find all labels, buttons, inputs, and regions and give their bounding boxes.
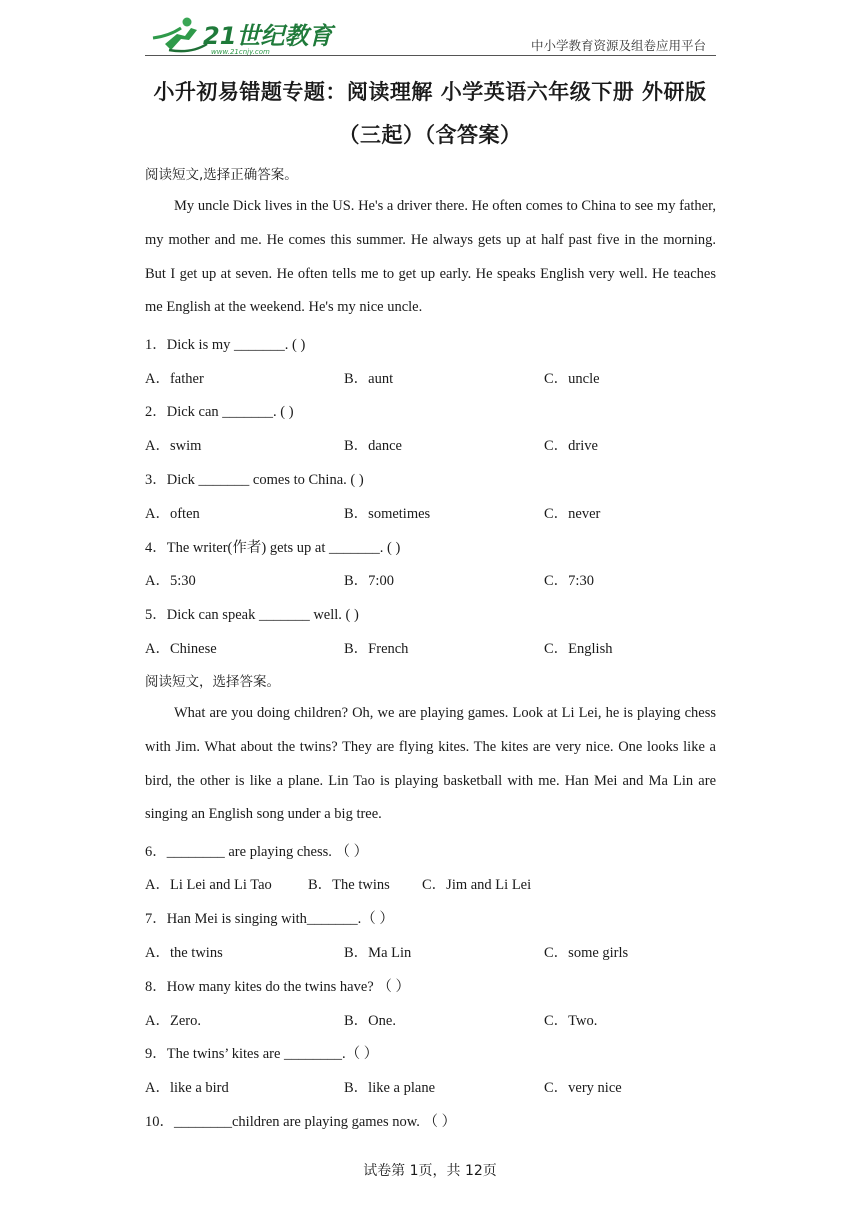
question-2: 2．Dick can _______. ( ): [145, 404, 294, 420]
q2-option-a: A．swim: [145, 438, 202, 454]
q9-option-b: B．like a plane: [344, 1080, 436, 1096]
q4-option-b: B．7:00: [344, 573, 394, 589]
q3-option-a: A．often: [145, 506, 200, 522]
q9-option-c: C．very nice: [544, 1080, 622, 1096]
question-9: 9．The twins’ kites are ________.（ ）: [145, 1046, 379, 1062]
q8-option-c: C．Two.: [544, 1013, 598, 1029]
q7-option-b: B．Ma Lin: [344, 945, 412, 961]
q8-option-b: B．One.: [344, 1013, 396, 1029]
page-header: [145, 14, 716, 56]
q5-option-c: C．English: [544, 641, 613, 657]
section1-instruction: 阅读短文,选择正确答案。: [145, 167, 298, 183]
q5-option-b: B．French: [344, 641, 409, 657]
logo-url: www.21cnjy.com: [211, 48, 270, 56]
page-title-line2: （三起）（含答案）: [338, 123, 522, 147]
header-divider: [145, 55, 716, 56]
question-4: 4．The writer(作者) gets up at _______. ( ): [145, 540, 401, 556]
q3-option-b: B．sometimes: [344, 506, 431, 522]
q6-option-b: B．The twins: [308, 877, 390, 893]
q8-option-a: A．Zero.: [145, 1013, 201, 1029]
question-10: 10．________children are playing games now. （ ）: [145, 1114, 457, 1130]
section2-instruction: 阅读短文，选择答案。: [145, 674, 280, 690]
question-8: 8．How many kites do the twins have? （ ）: [145, 979, 410, 995]
q2-option-c: C．drive: [544, 438, 598, 454]
q4-option-c: C．7:30: [544, 573, 594, 589]
q1-option-b: B．aunt: [344, 371, 394, 387]
q9-option-a: A．like a bird: [145, 1080, 229, 1096]
page-footer: 试卷第 1页，共 12页: [363, 1163, 497, 1179]
page-title-line1: 小升初易错题专题：阅读理解 小学英语六年级下册 外研版: [153, 80, 707, 104]
question-5: 5．Dick can speak _______ well. ( ): [145, 607, 359, 623]
q3-option-c: C．never: [544, 506, 601, 522]
question-7: 7．Han Mei is singing with_______.（ ）: [145, 911, 394, 927]
question-1: 1．Dick is my _______. ( ): [145, 337, 306, 353]
section2-passage: What are you doing children? Oh, we are playing games. Look at Li Lei, he is playing chess with Jim. What about the twins? They are flying kites. The kites are very nice. One looks like a bird, the other is like a plane. Lin Tao is playing basketball with me. Han Mei and Ma Lin are singing an English song under a big tree.: [145, 705, 716, 823]
q6-option-c: C．Jim and Li Lei: [422, 877, 532, 893]
logo-21cnjy: [151, 14, 333, 56]
q6-option-a: A．Li Lei and Li Tao: [145, 877, 272, 893]
q2-option-b: B．dance: [344, 438, 402, 454]
q5-option-a: A．Chinese: [145, 641, 217, 657]
platform-name: 中小学教育资源及组卷应用平台: [530, 38, 706, 53]
q7-option-c: C．some girls: [544, 945, 629, 961]
q4-option-a: A．5:30: [145, 573, 196, 589]
section1-passage: My uncle Dick lives in the US. He's a driver there. He often comes to China to see my father, my mother and me. He comes this summer. He always gets up at half past five in the morning. But I get up at seven. He often tells me to get up early. He speaks English very well. He teaches me English at the weekend. He's my nice uncle.: [145, 198, 716, 316]
q1-option-a: A．father: [145, 371, 204, 387]
logo-text: 21世纪教育: [203, 22, 333, 50]
question-3: 3．Dick _______ comes to China. ( ): [145, 472, 364, 488]
q1-option-c: C．uncle: [544, 371, 600, 387]
q7-option-a: A．the twins: [145, 945, 223, 961]
question-6: 6．________ are playing chess. （ ）: [145, 844, 369, 860]
